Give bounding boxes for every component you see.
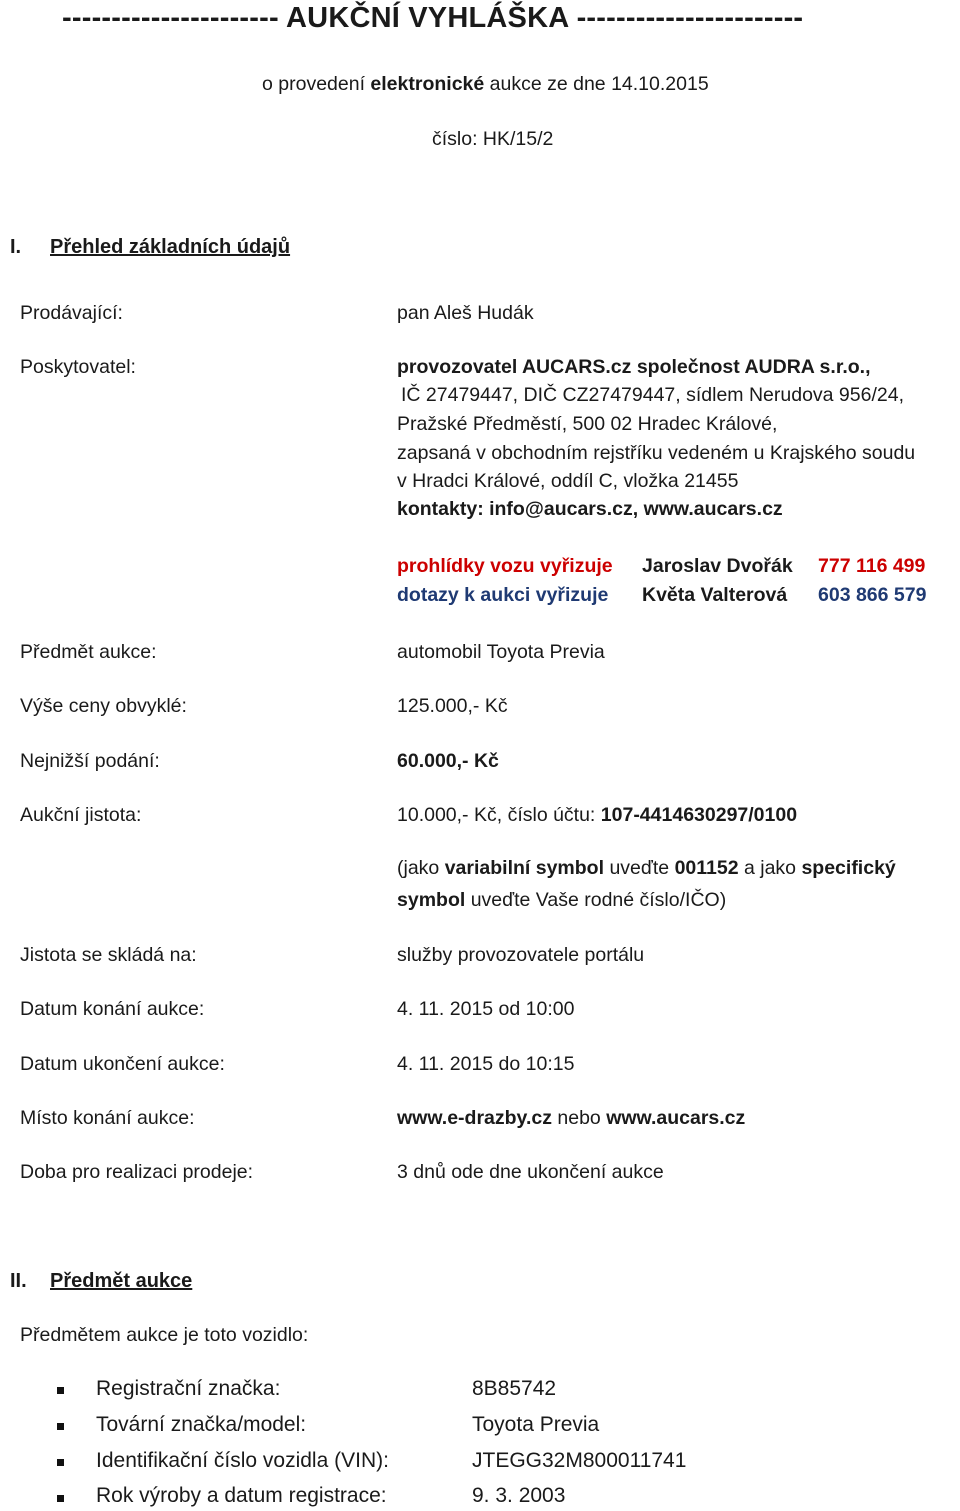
subtitle-bold: elektronické	[370, 73, 485, 95]
price-label: Výše ceny obvyklé:	[20, 695, 187, 717]
note-variable-symbol: variabilní symbol	[444, 857, 605, 879]
bullet-icon	[57, 1423, 64, 1430]
inspection-name: Jaroslav Dvořák	[642, 555, 793, 577]
provider-label: Poskytovatel:	[20, 356, 136, 378]
subtitle-prefix: o provedení	[262, 73, 365, 95]
fee-value: služby provozovatele portálu	[397, 944, 645, 966]
bullet-icon	[57, 1495, 64, 1502]
vehicle-field-value: 9. 3. 2003	[472, 1484, 566, 1507]
vehicle-intro: Předmětem aukce je toto vozidlo:	[20, 1324, 309, 1346]
section1-title: Přehled základních údajů	[50, 236, 291, 258]
vehicle-field-value: Toyota Previa	[472, 1413, 600, 1436]
provider-line5: v Hradci Králové, oddíl C, vložka 21455	[397, 470, 739, 492]
provider-contacts: kontakty: info@aucars.cz, www.aucars.cz	[397, 498, 783, 520]
subject-label: Předmět aukce:	[20, 641, 157, 663]
section1-number: I.	[10, 236, 22, 258]
period-label: Doba pro realizaci prodeje:	[20, 1161, 254, 1183]
lowest-bid-label: Nejnižší podání:	[20, 750, 160, 772]
place-or: nebo	[557, 1107, 601, 1129]
vehicle-field-label: Registrační značka:	[96, 1377, 281, 1400]
vehicle-field-label: Tovární značka/model:	[96, 1413, 307, 1436]
vehicle-field-value: JTEGG32M800011741	[472, 1449, 687, 1472]
bullet-icon	[57, 1459, 64, 1466]
provider-line4: zapsaná v obchodním rejstříku vedeném u Krajského soudu	[397, 442, 916, 464]
bullet-icon	[57, 1387, 64, 1394]
vehicle-field-label: Identifikační číslo vozidla (VIN):	[96, 1449, 389, 1472]
place-value	[397, 1107, 745, 1130]
lowest-bid-value: 60.000,- Kč	[397, 750, 499, 772]
questions-name: Květa Valterová	[642, 584, 788, 606]
start-date-label: Datum konání aukce:	[20, 998, 205, 1020]
subject-value: automobil Toyota Previa	[397, 641, 605, 663]
start-date-value: 4. 11. 2015 od 10:00	[397, 998, 575, 1020]
deposit-account: 107-4414630297/0100	[600, 804, 798, 826]
note-symbol-value: 001152	[674, 857, 739, 879]
deposit-label: Aukční jistota:	[20, 804, 142, 826]
subtitle-suffix: aukce ze dne 14.10.2015	[489, 73, 709, 95]
deposit-amount: 10.000,- Kč, číslo účtu:	[397, 804, 596, 826]
price-value: 125.000,- Kč	[397, 695, 508, 717]
place-link-edrazby[interactable]: www.e-drazby.cz	[397, 1107, 552, 1129]
note-text: (jako	[397, 857, 440, 879]
end-date-label: Datum ukončení aukce:	[20, 1053, 225, 1075]
document-title: ---------------------- AUKČNÍ VYHLÁŠKA -----------------------	[62, 2, 804, 34]
provider-line2: IČ 27479447, DIČ CZ27479447, sídlem Nerudova 956/24,	[401, 384, 904, 406]
provider-line1: provozovatel AUCARS.cz společnost AUDRA s.r.o.,	[397, 356, 871, 378]
seller-value: pan Aleš Hudák	[397, 302, 534, 324]
note-text: uveďte Vaše rodné číslo/IČO)	[470, 889, 727, 911]
questions-phone: 603 866 579	[818, 584, 927, 606]
note-specific: specifický	[801, 857, 896, 879]
note-symbol: symbol	[397, 889, 466, 911]
inspection-phone: 777 116 499	[818, 555, 926, 577]
note-text: uveďte	[609, 857, 670, 879]
inspection-label: prohlídky vozu vyřizuje	[397, 555, 613, 577]
place-label: Místo konání aukce:	[20, 1107, 195, 1129]
provider-line3: Pražské Předměstí, 500 02 Hradec Králové,	[397, 413, 778, 435]
fee-label: Jistota se skládá na:	[20, 944, 197, 966]
place-link-aucars[interactable]: www.aucars.cz	[606, 1107, 746, 1129]
subtitle	[262, 73, 709, 96]
section2-number: II.	[10, 1270, 27, 1292]
auction-number: číslo: HK/15/2	[432, 128, 554, 150]
vehicle-field-label: Rok výroby a datum registrace:	[96, 1484, 387, 1507]
deposit-note-line1	[397, 857, 896, 880]
seller-label: Prodávající:	[20, 302, 123, 324]
note-text: a jako	[743, 857, 797, 879]
period-value: 3 dnů ode dne ukončení aukce	[397, 1161, 664, 1183]
end-date-value: 4. 11. 2015 do 10:15	[397, 1053, 575, 1075]
section2-title: Předmět aukce	[50, 1270, 193, 1292]
vehicle-field-value: 8B85742	[472, 1377, 557, 1400]
deposit-note-line2	[397, 889, 726, 912]
questions-label: dotazy k aukci vyřizuje	[397, 584, 609, 606]
deposit-value	[397, 804, 797, 827]
